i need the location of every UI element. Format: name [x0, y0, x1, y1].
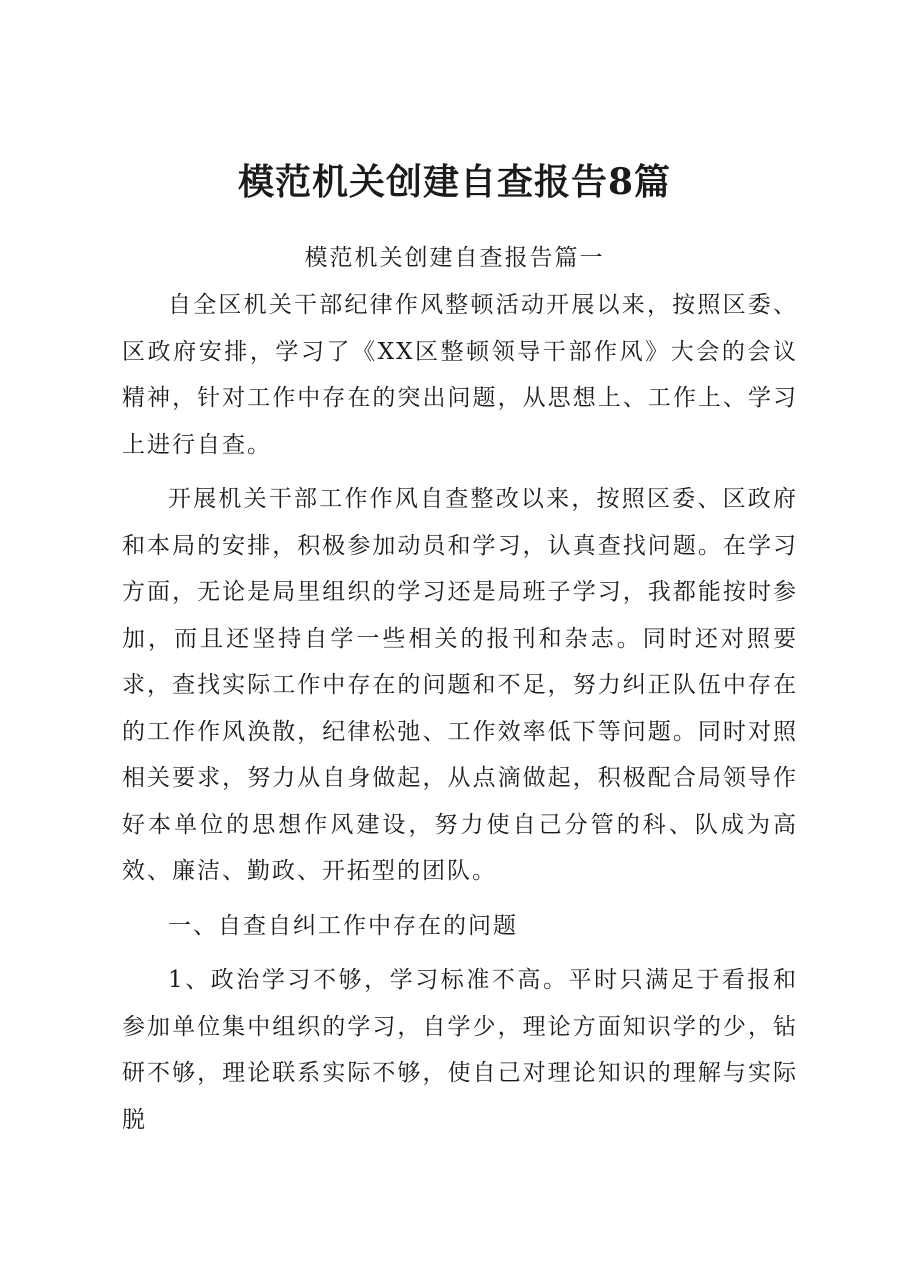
document-subtitle: 模范机关创建自查报告篇一 — [304, 245, 605, 271]
document-title: 模范机关创建自查报告8篇 — [237, 161, 672, 203]
paragraph: 开展机关干部工作作风自查整改以来，按照区委、区政府和本局的安排，积极参加动员和学习，认真查找问题。在学习方面，无论是局里组织的学习还是局班子学习，我都能按时参加，而且还坚持自学一些相关的报刊和杂志。同时还对照要求，查找实际工作中存在的问题和不足，努力纠正队伍中存在的工作作风涣散，纪律松弛、工作效率低下等问题。同时对照相关要求，努力从自身做起，从点滴做起，积极配合局领导作好本单位的思想作风建设，努力使自己分管的科、队成为高效、廉洁、勤政、开拓型的团队。 — [122, 486, 798, 884]
paragraph: 1、政治学习不够，学习标准不高。平时只满足于看报和参加单位集中组织的学习，自学少，理论方面知识学的少，钻研不够，理论联系实际不够，使自己对理论知识的理解与实际脱 — [122, 967, 798, 1133]
document-body — [122, 282, 798, 1143]
section-heading: 一、自查自纠工作中存在的问题 — [168, 912, 518, 939]
paragraph: 自全区机关干部纪律作风整顿活动开展以来，按照区委、区政府安排，学习了《XX区整顿领导干部作风》大会的会议精神，针对工作中存在的突出问题，从思想上、工作上、学习上进行自查。 — [122, 292, 798, 458]
